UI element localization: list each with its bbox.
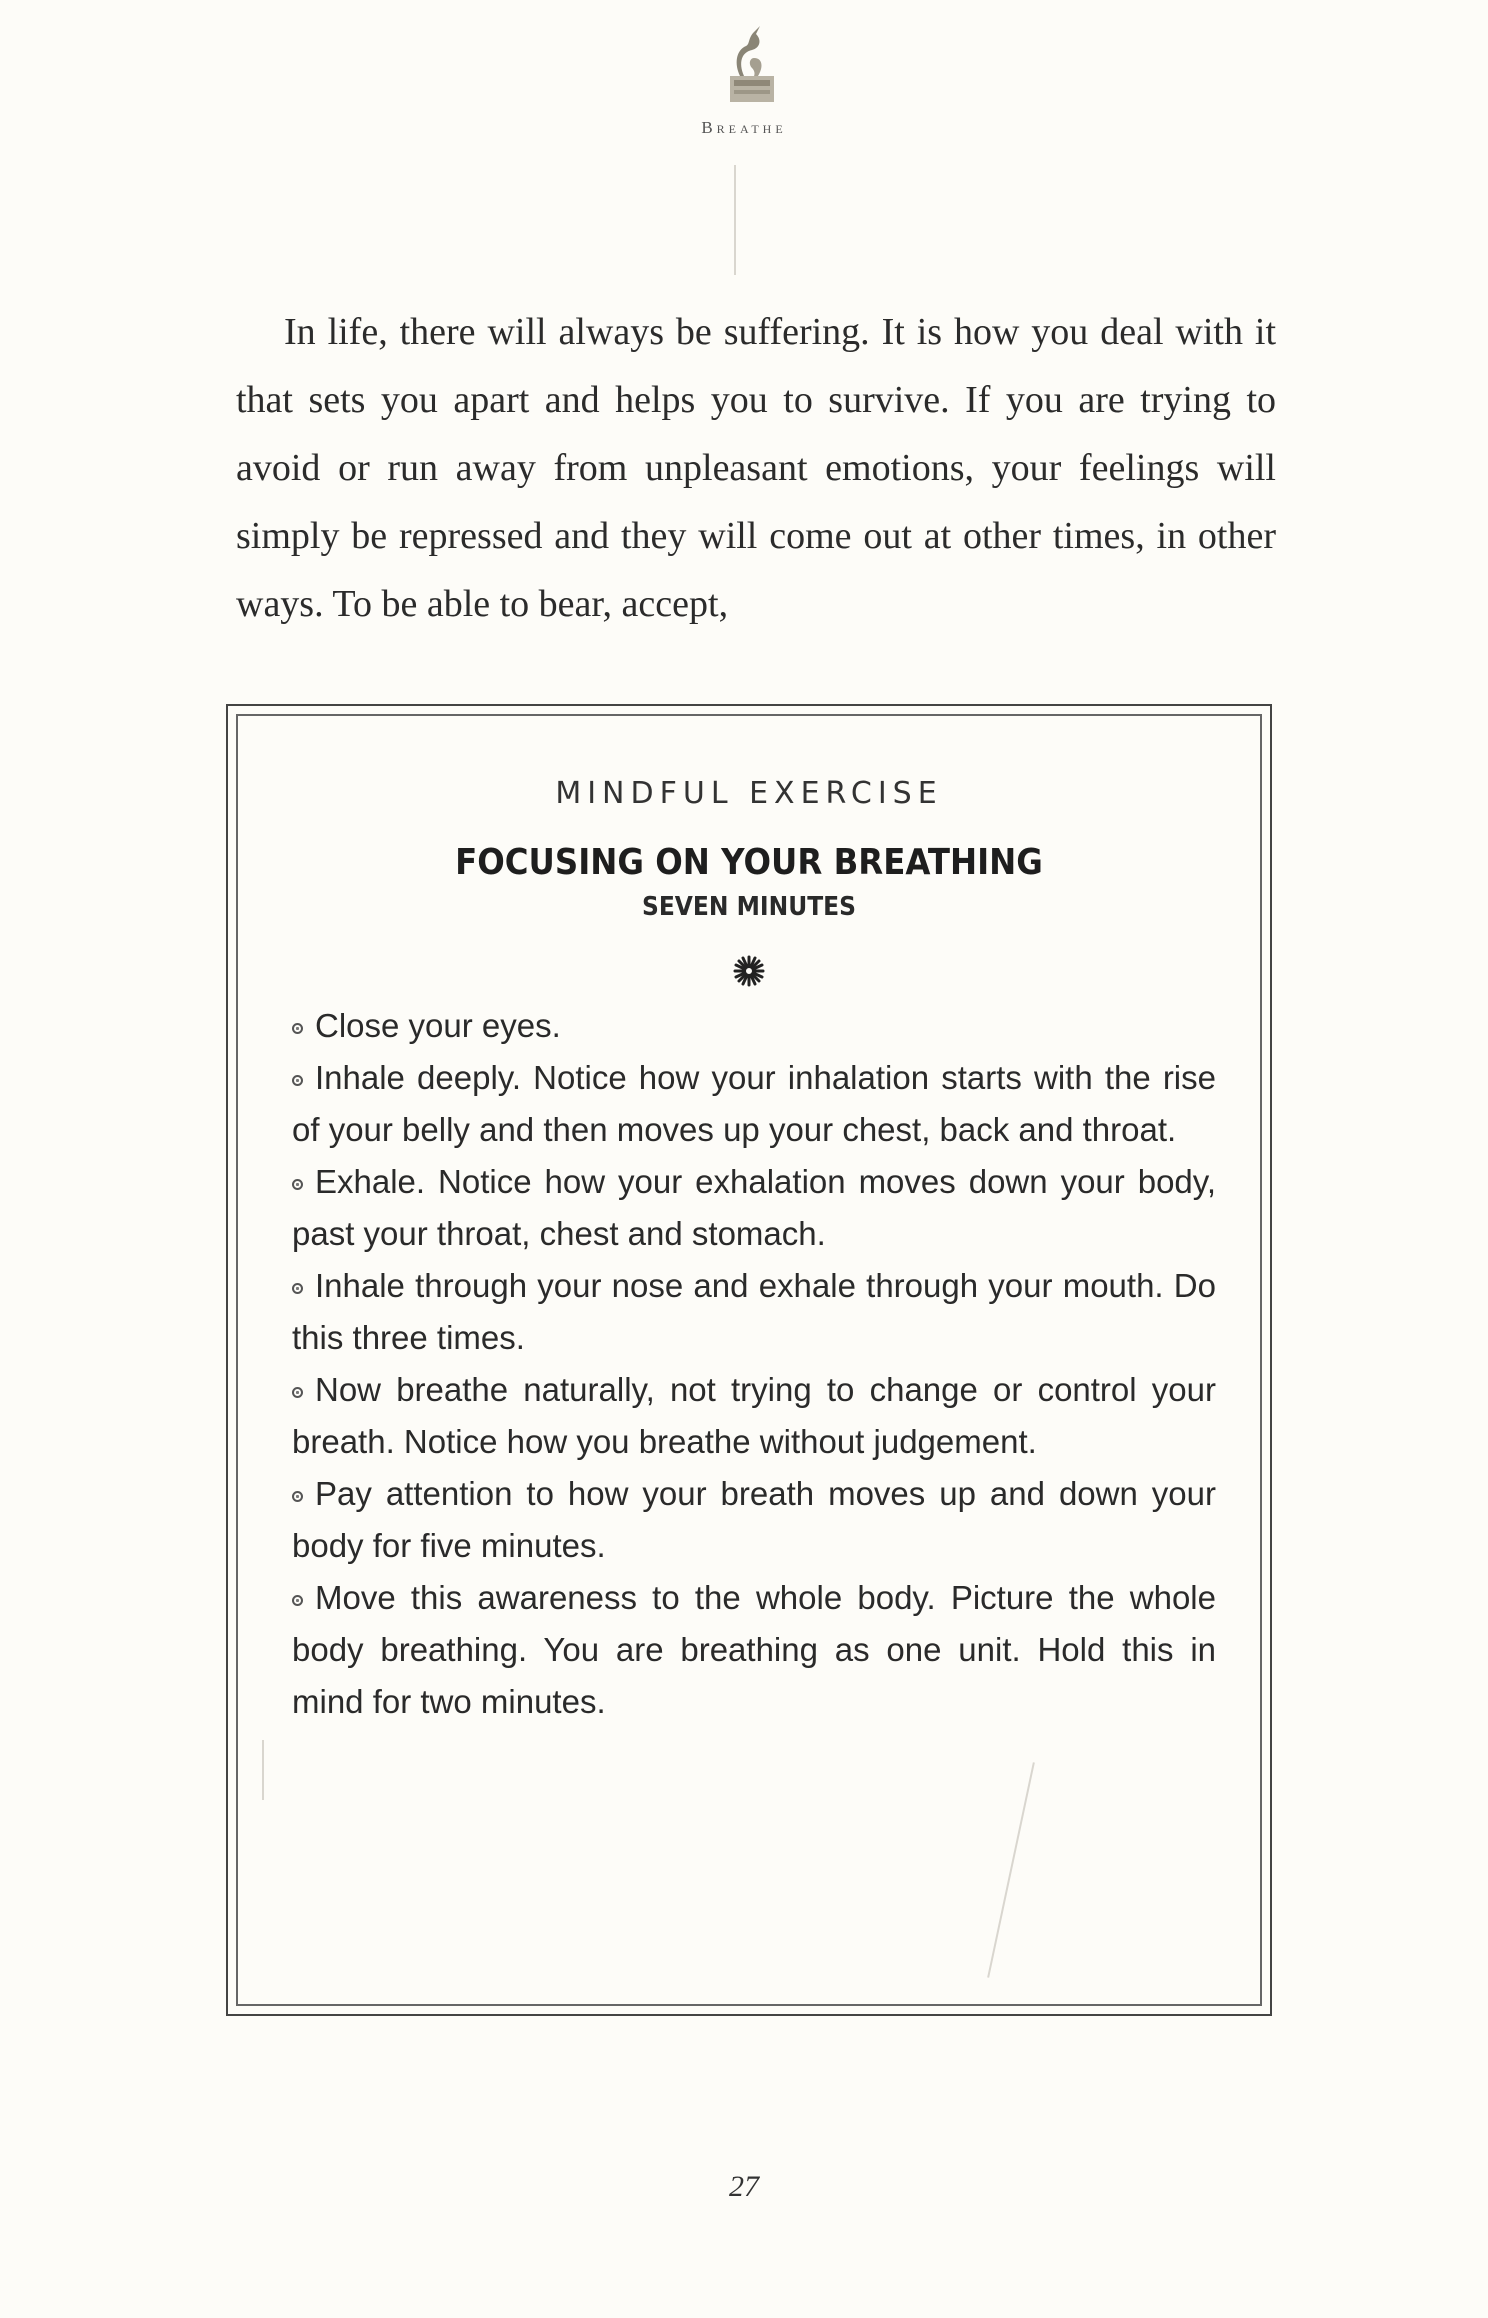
list-item [292, 1364, 1216, 1468]
exercise-kicker: MINDFUL EXERCISE [555, 776, 943, 811]
page-header [0, 0, 1488, 160]
circle-bullet-icon [292, 1595, 303, 1606]
asterisk-flower-icon [732, 954, 766, 988]
exercise-subtitle: SEVEN MINUTES [641, 892, 857, 922]
exercise-title: FOCUSING ON YOUR BREATHING [455, 842, 1043, 883]
circle-bullet-icon [292, 1491, 303, 1502]
step-text: Close your eyes. [315, 1007, 561, 1044]
circle-bullet-icon [292, 1387, 303, 1398]
list-item [292, 1052, 1216, 1156]
crane-bird-icon [724, 18, 780, 106]
list-item [292, 1000, 1216, 1052]
scan-smudge [734, 165, 736, 275]
page-number: 27 [729, 2170, 759, 2203]
exercise-steps-list [292, 1000, 1216, 1728]
step-text: Inhale deeply. Notice how your inhalation starts with the rise of your belly and then moves up your chest, back and throat. [292, 1059, 1216, 1148]
list-item [292, 1260, 1216, 1364]
step-text: Exhale. Notice how your exhalation moves down your body, past your throat, chest and stomach. [292, 1163, 1216, 1252]
list-item [292, 1156, 1216, 1260]
circle-bullet-icon [292, 1075, 303, 1086]
body-paragraph: In life, there will always be suffering. It is how you deal with it that sets you apart and helps you to survive. If you are trying to avoid or run away from unpleasant emotions, your feelings will simply be repressed and they will come out at other times, in other ways. To be able to bear, accept, [236, 311, 1276, 625]
step-text: Pay attention to how your breath moves up and down your body for five minutes. [292, 1475, 1216, 1564]
step-text: Inhale through your nose and exhale through your mouth. Do this three times. [292, 1267, 1216, 1356]
scan-smudge [262, 1740, 264, 1800]
running-head: Breathe [701, 118, 787, 137]
circle-bullet-icon [292, 1023, 303, 1034]
circle-bullet-icon [292, 1179, 303, 1190]
list-item [292, 1572, 1216, 1728]
step-text: Now breathe naturally, not trying to change or control your breath. Notice how you breathe without judgement. [292, 1371, 1216, 1460]
step-text: Move this awareness to the whole body. Picture the whole body breathing. You are breathing as one unit. Hold this in mind for two minutes. [292, 1579, 1216, 1720]
list-item [292, 1468, 1216, 1572]
circle-bullet-icon [292, 1283, 303, 1294]
